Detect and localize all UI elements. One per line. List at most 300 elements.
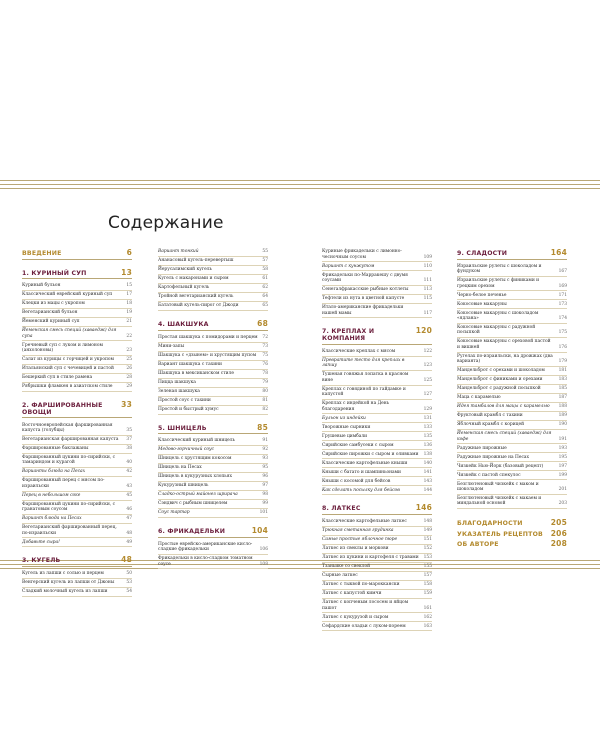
section-title: 7. КРЕПЛАХ И КОМПАНИЯ [322, 328, 375, 343]
entry-page: 127 [423, 392, 432, 398]
entry-page: 50 [126, 571, 132, 577]
entry-title: Ананасовый кугель-перевертыш [158, 258, 234, 264]
toc-entry [457, 300, 567, 309]
entry-title: Как сделать посылку для бейсов [322, 487, 400, 493]
entry-page: 167 [558, 269, 567, 275]
entry-title: Фрикадельки в кисло-сладком томатном соусе [158, 556, 253, 567]
toc-entry [158, 370, 268, 379]
toc-entry [22, 524, 132, 538]
entry-title: Мини-запы [158, 343, 185, 349]
entry-title: Итальянский суп с чечевицей и пастой [22, 366, 114, 372]
entry-page: 82 [262, 406, 268, 412]
toc-entry [322, 563, 432, 572]
entry-page: 81 [262, 397, 268, 403]
toc-entry [22, 445, 132, 454]
entry-page: 203 [558, 501, 567, 507]
toc-entry [22, 300, 132, 309]
entry-title: Ругелах по-израильски, на дрожжах (два варианта) [457, 353, 553, 365]
entry-page: 72 [262, 334, 268, 340]
entry-title: Мандельброт с орехами и шоколадом [457, 368, 545, 374]
entry-page: 174 [558, 316, 567, 322]
toc-entry [22, 291, 132, 300]
toc-entry [158, 343, 268, 352]
section-heading [322, 326, 432, 345]
entry-page: 187 [558, 395, 567, 401]
toc-entry [457, 462, 567, 471]
section-heading [22, 268, 132, 280]
entry-page: 49 [126, 539, 132, 545]
toc-entry [322, 590, 432, 599]
entry-page: 25 [126, 357, 132, 363]
entry-title: Креплах с говядиной по гайдамке и капустой [322, 386, 406, 398]
entry-title: Фаршированный перец с мясом по-израильски [22, 478, 105, 489]
entry-page: 183 [558, 377, 567, 383]
section-title: 1. КУРИНЫЙ СУП [22, 269, 87, 277]
entry-page: 42 [126, 469, 132, 475]
section-heading [22, 400, 132, 419]
toc-entry [158, 437, 268, 446]
entry-page: 113 [423, 287, 432, 293]
entry-page: 18 [126, 301, 132, 307]
entry-title: Чизкейк Нью-Йорк (базовый рецепт) [457, 463, 544, 469]
toc-entry [457, 471, 567, 480]
toc-entry [322, 527, 432, 536]
entry-title: Вариант блюда на Песах [22, 516, 82, 522]
toc-entry [457, 480, 567, 494]
entry-page: 22 [126, 333, 132, 339]
toc-entry [322, 400, 432, 414]
entry-title: Тзаньике со свеклой [322, 564, 371, 570]
toc-entry [322, 441, 432, 450]
entry-title: Гречневый суп с луком и лимоном (анхолоновы) [22, 342, 103, 354]
entry-page: 136 [423, 442, 432, 448]
entry-page: 38 [126, 446, 132, 452]
toc-entry [22, 477, 132, 491]
entry-page: 199 [558, 472, 567, 478]
entry-page: 133 [423, 424, 432, 430]
entry-title: Латкес с капустой кимчи [322, 591, 382, 597]
toc-entry [322, 414, 432, 423]
entry-page: 45 [126, 492, 132, 498]
back-matter-page: 208 [550, 539, 567, 549]
entry-page: 115 [423, 296, 432, 302]
entry-page: 117 [423, 310, 432, 316]
entry-page: 176 [558, 344, 567, 350]
toc-entry [457, 444, 567, 453]
entry-page: 125 [423, 377, 432, 383]
entry-title: Сирийские самбусеки с сыром [322, 442, 394, 448]
entry-title: Сирийские пирожки с сыром и оливками [322, 451, 419, 457]
toc-entry [322, 386, 432, 400]
toc-entry [457, 421, 567, 430]
toc-entry [22, 365, 132, 374]
toc-entry [322, 295, 432, 304]
entry-title: Пицца шакшука [158, 379, 196, 385]
toc-entry [457, 263, 567, 277]
toc-entry [22, 436, 132, 445]
entry-title: Латкес из цукини и картофеля с травами [322, 555, 419, 561]
toc-entry [322, 357, 432, 371]
toc-entry [322, 304, 432, 318]
toc-entry [158, 555, 268, 569]
entry-page: 78 [262, 370, 268, 376]
entry-title: Вариант тонкий [158, 249, 199, 255]
entry-page: 91 [262, 438, 268, 444]
back-matter-entry [457, 539, 567, 550]
entry-title: Кугель из лапши с солью и перцем [22, 571, 104, 577]
section-title: 6. ФРИКАДЕЛЬКИ [158, 528, 226, 535]
toc-entry [158, 275, 268, 284]
entry-title: Куриные фрикадельки с лимонно-чесночным соусом [322, 249, 402, 260]
entry-page: 149 [423, 528, 432, 534]
toc-entry [457, 394, 567, 403]
toc-entry [158, 482, 268, 491]
entry-title: Рябрышки фламкен в азиатском стиле [22, 384, 113, 390]
toc-entry [457, 277, 567, 291]
entry-title: Кокосовые макаруны с радужной посыпкой [457, 325, 536, 336]
entry-title: Медово-горчичный соус [158, 447, 214, 453]
entry-page: 43 [126, 483, 132, 489]
entry-title: Йерусалимский кугель [158, 267, 212, 273]
entry-page: 80 [262, 388, 268, 394]
entry-title: Вариант шакшука с тахини [158, 361, 222, 367]
toc-entry [322, 450, 432, 459]
toc-entry [22, 318, 132, 327]
entry-page: 57 [262, 258, 268, 264]
section-title: 4. ШАКШУКА [158, 321, 209, 328]
entry-page: 48 [126, 530, 132, 536]
entry-title: Шакшука с «дзынем» и хрустящим пупом [158, 352, 257, 358]
top-rule-2 [0, 184, 600, 185]
entry-page: 111 [423, 278, 432, 284]
entry-title: Тройной вегетарианский кугель [158, 294, 234, 300]
entry-title: Безглютеновый чизкейк с макаем и миндальной основой [457, 496, 542, 507]
entry-page: 37 [126, 437, 132, 443]
entry-title: Клецки из мацы с укропом [22, 301, 85, 307]
entry-title: Сладко-острый майонез шрирача [158, 492, 238, 498]
entry-title: Вегетарианский фаршированный перец, по-израильски [22, 525, 117, 536]
entry-page: 62 [262, 285, 268, 291]
toc-entry [22, 588, 132, 597]
toc-entry [22, 309, 132, 318]
back-matter-entry [457, 529, 567, 540]
entry-page: 191 [558, 436, 567, 442]
toc-entry [457, 291, 567, 300]
entry-title: Вариант с кунжутом [322, 263, 375, 269]
section-heading [158, 319, 268, 331]
entry-title: Кокосовые макаруны с шоколадом «ядлана» [457, 310, 539, 322]
entry-title: Итало-американские фрикадельки нашей мамы [322, 305, 404, 316]
entry-page: 26 [126, 366, 132, 372]
entry-title: Радужные пирожные [457, 445, 507, 451]
entry-title: Латкес из свеклы и моркови [322, 546, 389, 552]
entry-title: Классический куриный шницель [158, 438, 235, 444]
toc-entry [158, 266, 268, 275]
entry-title: Перец в небольшом соке [22, 492, 81, 498]
entry-page: 61 [262, 276, 268, 282]
page-title: Содержание [108, 213, 224, 233]
section-title: 2. ФАРШИРОВАННЫЕ ОВОЩИ [22, 401, 103, 416]
entry-page: 29 [126, 384, 132, 390]
toc-entry [457, 412, 567, 421]
toc-entry [158, 284, 268, 293]
toc-entry [158, 464, 268, 473]
entry-title: Латкес с тыквой по-мароккански [322, 582, 400, 588]
entry-page: 19 [126, 310, 132, 316]
toc-entry [322, 423, 432, 432]
section-heading [322, 503, 432, 515]
entry-page: 175 [558, 330, 567, 336]
entry-page: 40 [126, 460, 132, 466]
entry-page: 189 [558, 413, 567, 419]
entry-title: Тефтели из нута в цветной капусте [322, 296, 405, 302]
toc-entry [322, 622, 432, 631]
toc-entry [457, 309, 567, 323]
entry-title: Сладкий молочный кугель из лапши [22, 589, 108, 595]
entry-title: Чизкейк с пастой спекулос [457, 472, 521, 478]
entry-page: 95 [262, 465, 268, 471]
toc-entry [322, 248, 432, 262]
toc-column-2 [158, 248, 268, 569]
entry-page: 163 [423, 623, 432, 629]
section-page: 6 [126, 248, 132, 257]
toc-entry [322, 581, 432, 590]
entry-title: Фруктовый крамбл с тахини [457, 413, 523, 419]
section-title: ВВЕДЕНИЕ [22, 250, 62, 257]
entry-page: 98 [262, 492, 268, 498]
entry-page: 122 [423, 349, 432, 355]
entry-page: 92 [262, 447, 268, 453]
back-matter-title: УКАЗАТЕЛЬ РЕЦЕПТОВ [457, 530, 543, 538]
toc-entry [158, 509, 268, 518]
entry-page: 143 [423, 478, 432, 484]
toc-entry [22, 570, 132, 579]
entry-page: 75 [262, 352, 268, 358]
entry-page: 158 [423, 582, 432, 588]
entry-page: 110 [423, 263, 432, 269]
entry-page: 153 [423, 555, 432, 561]
section-page: 85 [257, 422, 268, 432]
back-matter [457, 518, 567, 550]
section-heading [457, 248, 567, 260]
top-rule-1 [0, 180, 600, 181]
toc-entry [22, 383, 132, 392]
section-title: 5. ШНИЦЕЛЬ [158, 424, 207, 432]
entry-title: Фаршированный цукини по-сирийски, с тамариндом и курагой [22, 455, 116, 466]
section-title: 9. СЛАДОСТИ [457, 250, 508, 257]
toc-entry [22, 454, 132, 468]
entry-title: Восточноевропейская фаршированная капуста (голубцы) [22, 422, 113, 434]
entry-page: 179 [558, 359, 567, 365]
entry-page: 109 [423, 254, 432, 260]
entry-title: Салат из курицы с горчицей и укропом [22, 357, 114, 363]
entry-page: 123 [423, 363, 432, 369]
entry-page: 101 [259, 510, 268, 516]
toc-entry [457, 453, 567, 462]
entry-page: 64 [262, 294, 268, 300]
section-page: 104 [251, 526, 268, 535]
entry-page: 35 [126, 428, 132, 434]
entry-title: Простые еврейско-американские кисло-сладкие фрикадельки [158, 541, 253, 553]
entry-title: Шницель в кукурузных хлопьях [158, 474, 232, 480]
entry-page: 108 [259, 561, 268, 567]
back-matter-title: БЛАГОДАРНОСТИ [457, 520, 523, 528]
toc-entry [322, 477, 432, 486]
toc-entry [322, 271, 432, 285]
toc-entry [22, 579, 132, 588]
entry-page: 157 [423, 573, 432, 579]
entry-page: 173 [558, 301, 567, 307]
entry-title: Безглютеновый чизкейк с маком и шоколадом [457, 481, 539, 493]
entry-page: 23 [126, 348, 132, 354]
entry-title: Венгерский кугель из лапши от Джоны [22, 580, 115, 586]
back-matter-page: 205 [550, 518, 567, 528]
entry-page: 181 [558, 368, 567, 374]
entry-title: Тушеная говяжья лопатка в красном вине [322, 372, 409, 383]
toc-entry [322, 459, 432, 468]
entry-title: Латкес с копченым лососем и яйцом пашот [322, 600, 409, 611]
entry-page: 152 [423, 546, 432, 552]
entry-title: Творожные сырники [322, 424, 371, 430]
section-heading [158, 423, 268, 435]
entry-page: 15 [126, 283, 132, 289]
entry-title: Шницель с хрустящим кокосом [158, 456, 232, 462]
toc-entry [158, 257, 268, 266]
entry-title: Йеменская смесь специй (хаваедж) для супа [22, 328, 117, 339]
section-page: 33 [121, 399, 132, 409]
toc-column-4 [457, 248, 567, 550]
toc-entry [22, 341, 132, 355]
section-page: 146 [415, 503, 432, 513]
toc-entry [322, 348, 432, 357]
entry-page: 93 [262, 456, 268, 462]
top-rule-3 [0, 188, 600, 189]
entry-title: Маца с карамелью [457, 395, 501, 401]
entry-page: 171 [558, 292, 567, 298]
entry-title: Вегетарианская фаршированная капуста [22, 437, 119, 443]
toc-entry [22, 356, 132, 365]
section-page: 68 [257, 319, 268, 328]
entry-page: 58 [262, 267, 268, 273]
entry-title: Сенегалфракасские рыбные котлеты [322, 287, 409, 293]
entry-page: 159 [423, 591, 432, 597]
entry-title: Фаршированные баклажаны [22, 446, 89, 452]
toc-entry [457, 338, 567, 352]
entry-title: Сырные латкес [322, 573, 358, 579]
entry-title: Простой соус с тахини [158, 397, 211, 403]
entry-page: 135 [423, 433, 432, 439]
toc-entry [158, 293, 268, 302]
toc-entry [322, 371, 432, 385]
toc-entry [322, 536, 432, 545]
entry-page: 141 [423, 469, 432, 475]
entry-title: Бульон из индейки [322, 415, 366, 421]
entry-title: Куриный бульон [22, 283, 61, 289]
entry-title: Классический еврейский куриный суп [22, 292, 113, 298]
toc-entry [322, 599, 432, 613]
toc-entry [322, 468, 432, 477]
entry-title: Кныши с батато и шампиньонами [322, 469, 401, 475]
section-heading [158, 526, 268, 538]
back-matter-title: ОБ АВТОРЕ [457, 541, 499, 549]
section-heading [22, 555, 132, 567]
entry-page: 148 [423, 519, 432, 525]
entry-title: Кныши с косомой для бейсов [322, 478, 391, 484]
entry-title: Трюкная сметанная грудинка [322, 528, 394, 534]
entry-title: Кукурузный шницель [158, 483, 209, 489]
section-page: 120 [415, 326, 432, 336]
entry-page: 140 [423, 460, 432, 466]
entry-page: 155 [423, 564, 432, 570]
back-matter-entry [457, 518, 567, 529]
toc-entry [158, 352, 268, 361]
toc-entry [457, 430, 567, 444]
toc-entry [457, 376, 567, 385]
entry-title: Варианты блюда на Песах [22, 469, 86, 475]
entry-page: 97 [262, 483, 268, 489]
entry-title: Простая шакшука с помидорами и перцем [158, 334, 258, 340]
entry-page: 129 [423, 406, 432, 412]
entry-title: Израильские рулеты с шоколадом и фундуком [457, 263, 542, 275]
entry-title: Мандельброт с финиками и орехами [457, 377, 543, 383]
toc-entry [22, 374, 132, 383]
entry-title: Фаршированный цукини по-сирийски, с гранатовым соусом [22, 501, 116, 513]
entry-page: 161 [423, 605, 432, 611]
toc-entry [322, 262, 432, 271]
entry-page: 195 [558, 454, 567, 460]
toc-entry [22, 282, 132, 291]
section-heading [22, 248, 132, 260]
toc-entry [322, 286, 432, 295]
entry-page: 188 [558, 404, 567, 410]
entry-page: 99 [262, 501, 268, 507]
toc-entry [158, 541, 268, 555]
entry-title: Вегетарианский бульон [22, 310, 78, 316]
entry-page: 190 [558, 422, 567, 428]
toc-entry [322, 572, 432, 581]
toc-entry [322, 613, 432, 622]
entry-title: Сэндвич с рыбным шницелем [158, 501, 228, 507]
toc-entry [322, 432, 432, 441]
entry-page: 54 [126, 589, 132, 595]
toc-entry [457, 385, 567, 394]
entry-page: 144 [423, 487, 432, 493]
entry-title: Израильские рулеты с финиками и грецким орехом [457, 278, 540, 289]
entry-title: Бешеркий суп в стиле рамена [22, 375, 93, 381]
entry-title: Сефардские оладьи с луком-пореем [322, 623, 406, 629]
toc-entry [22, 492, 132, 501]
entry-page: 151 [423, 537, 432, 543]
entry-page: 55 [262, 249, 268, 255]
toc-entry [158, 334, 268, 343]
toc-entry [22, 327, 132, 341]
toc-entry [22, 538, 132, 547]
entry-title: Классические картофельные кныши [322, 460, 408, 466]
toc-column-3 [322, 248, 432, 631]
entry-title: Радужные пирожные на Песах [457, 454, 529, 460]
toc-entry [457, 367, 567, 376]
toc-entry [457, 495, 567, 509]
toc-entry [322, 554, 432, 563]
entry-page: 201 [558, 487, 567, 493]
entry-page: 46 [126, 507, 132, 513]
entry-title: Добавьте сыра! [22, 539, 60, 545]
entry-page: 169 [558, 283, 567, 289]
entry-page: 185 [558, 386, 567, 392]
toc-entry [322, 545, 432, 554]
section-page: 164 [550, 248, 567, 257]
toc-entry [322, 486, 432, 495]
